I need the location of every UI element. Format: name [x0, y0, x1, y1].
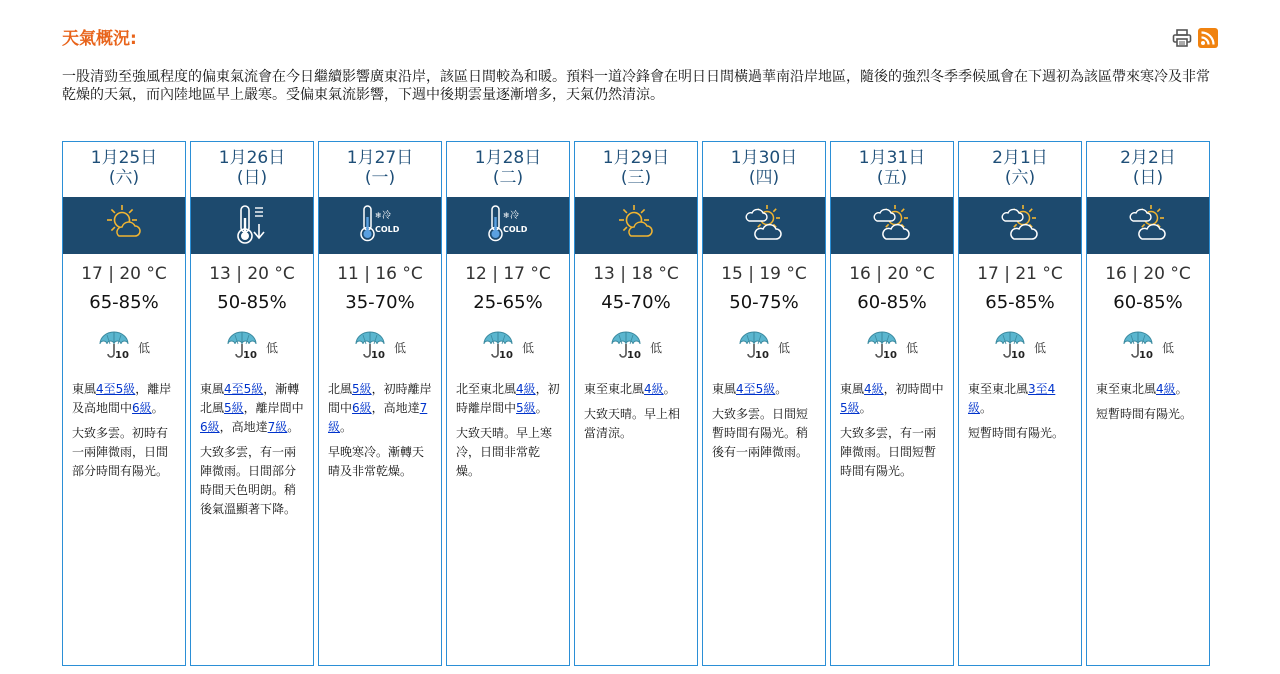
temperature-range: 16 | 20 °C: [849, 264, 935, 284]
wind-text: ，漸轉北風: [200, 382, 300, 415]
umbrella-icon: [738, 330, 774, 364]
temperature-range: 12 | 17 °C: [465, 264, 551, 284]
svg-text:❄: ❄: [375, 210, 382, 220]
svg-text:10: 10: [626, 350, 641, 360]
forecast-day: [702, 141, 826, 666]
wind-force-link[interactable]: 7級: [267, 420, 288, 434]
psr-level: 低: [265, 340, 278, 355]
wind-force-link[interactable]: 6級: [132, 401, 152, 415]
wind-force-link[interactable]: 4至5級: [224, 382, 264, 396]
temperature-range: 15 | 19 °C: [721, 264, 807, 284]
sunny-periods-icon: [614, 204, 658, 248]
sunny-intervals-icon: [741, 203, 787, 249]
weekday-label: (二): [492, 168, 524, 188]
psr-level: 低: [1033, 340, 1046, 355]
wind-text: 東風: [200, 382, 225, 396]
wind-text: ，離岸間中: [243, 401, 304, 415]
forecast-date: [447, 142, 569, 197]
svg-text:10: 10: [370, 350, 385, 360]
wind-text: 。: [151, 401, 164, 415]
wind-forecast: [584, 380, 689, 399]
forecast-day: [446, 141, 570, 666]
psr-level: 低: [393, 340, 406, 355]
printer-icon[interactable]: [1172, 28, 1192, 48]
weather-icon-band: [447, 197, 569, 254]
wind-text: 。: [287, 420, 300, 434]
sunny-intervals-icon: [997, 203, 1043, 249]
humidity-range: 65-85%: [89, 292, 159, 313]
svg-text:❄: ❄: [503, 210, 510, 220]
wind-forecast: [712, 380, 817, 399]
date-label: 2月2日: [1120, 148, 1176, 168]
wind-text: 東風: [712, 382, 737, 396]
humidity-range: 65-85%: [985, 292, 1055, 313]
svg-text:10: 10: [242, 350, 257, 360]
weekday-label: (六): [108, 168, 140, 188]
date-label: 1月30日: [730, 148, 798, 168]
wind-text: 。: [1175, 382, 1188, 396]
psr-indicator: [703, 316, 825, 368]
wind-text: ，高地達: [371, 401, 420, 415]
forecast-description: [831, 368, 953, 487]
wind-text: 北至東北風: [456, 382, 517, 396]
wind-forecast: [72, 380, 177, 418]
svg-text:10: 10: [1010, 350, 1025, 360]
rss-icon[interactable]: [1198, 28, 1218, 48]
wind-force-link[interactable]: 4級: [1156, 382, 1176, 396]
forecast-day: [318, 141, 442, 666]
wind-text: 。: [980, 401, 993, 415]
weather-icon-band: [703, 197, 825, 254]
weekday-label: (三): [620, 168, 652, 188]
wind-force-link[interactable]: 3至4級: [968, 382, 1056, 415]
forecast-date: [831, 142, 953, 197]
humidity-range: 35-70%: [345, 292, 415, 313]
wind-text: 東至東北風: [968, 382, 1029, 396]
cold-icon: [485, 203, 531, 249]
wind-text: 東風: [840, 382, 865, 396]
forecast-day: [958, 141, 1082, 666]
nine-day-forecast: [62, 141, 1212, 666]
wind-text: 。: [859, 401, 872, 415]
humidity-range: 25-65%: [473, 292, 543, 313]
svg-text:冷: 冷: [382, 210, 392, 221]
wind-force-link[interactable]: 4級: [516, 382, 536, 396]
wind-text: ，初時間中: [883, 382, 944, 396]
toolbar: [1172, 28, 1218, 48]
psr-indicator: [447, 316, 569, 368]
psr-level: 低: [521, 340, 534, 355]
wind-force-link[interactable]: 4級: [644, 382, 664, 396]
weekday-label: (一): [364, 168, 396, 188]
wind-text: 東風: [72, 382, 97, 396]
svg-text:10: 10: [498, 350, 513, 360]
sunny-intervals-icon: [869, 203, 915, 249]
wind-forecast: [968, 380, 1073, 418]
forecast-description: [191, 368, 313, 525]
forecast-date: [703, 142, 825, 197]
wind-text: 。: [535, 401, 548, 415]
date-label: 1月26日: [218, 148, 286, 168]
weekday-label: (六): [1004, 168, 1036, 188]
sunny-intervals-icon: [1125, 203, 1171, 249]
wind-text: ，初時離岸間中: [328, 382, 432, 415]
weather-forecast: 大致天晴。早上相當清涼。: [584, 407, 681, 440]
wind-force-link[interactable]: 6級: [352, 401, 372, 415]
forecast-date: [319, 142, 441, 197]
svg-text:10: 10: [754, 350, 769, 360]
wind-forecast: [328, 380, 433, 437]
svg-text:10: 10: [1138, 350, 1153, 360]
wind-text: 。: [340, 420, 353, 434]
svg-text:10: 10: [114, 350, 129, 360]
date-label: 2月1日: [992, 148, 1048, 168]
wind-force-link[interactable]: 4級: [864, 382, 884, 396]
forecast-day: [1086, 141, 1210, 666]
wind-forecast: [456, 380, 561, 418]
weather-icon-band: [63, 197, 185, 254]
umbrella-icon: [1122, 330, 1158, 364]
wind-text: ，高地達: [219, 420, 268, 434]
weather-icon-band: [575, 197, 697, 254]
humidity-range: 60-85%: [1113, 292, 1183, 313]
humidity-range: 50-85%: [217, 292, 287, 313]
psr-indicator: [191, 316, 313, 368]
psr-indicator: [319, 316, 441, 368]
psr-level: 低: [905, 340, 918, 355]
temperature-range: 11 | 16 °C: [337, 264, 423, 284]
sunny-periods-icon: [102, 204, 146, 248]
temperature-range: 13 | 18 °C: [593, 264, 679, 284]
weather-forecast: 大致多雲。初時有一兩陣微雨，日間部分時間有陽光。: [72, 426, 169, 478]
forecast-date: [1087, 142, 1209, 197]
weekday-label: (日): [1132, 168, 1164, 188]
date-label: 1月29日: [602, 148, 670, 168]
weather-forecast: 大致多雲，有一兩陣微雨。日間短暫時間有陽光。: [840, 426, 937, 478]
wind-text: ，初時離岸間中: [456, 382, 560, 415]
wind-force-link[interactable]: 5級: [352, 382, 372, 396]
humidity-range: 45-70%: [601, 292, 671, 313]
svg-text:10: 10: [882, 350, 897, 360]
forecast-description: [575, 368, 697, 449]
date-label: 1月25日: [90, 148, 158, 168]
svg-text:冷: 冷: [510, 210, 520, 221]
wind-force-link[interactable]: 4至5級: [736, 382, 776, 396]
wind-force-link[interactable]: 6級: [200, 420, 220, 434]
weekday-label: (日): [236, 168, 268, 188]
wind-text: 。: [775, 382, 788, 396]
wind-force-link[interactable]: 5級: [840, 401, 860, 415]
wind-force-link[interactable]: 4至5級: [96, 382, 136, 396]
psr-level: 低: [1161, 340, 1174, 355]
forecast-description: [1087, 368, 1209, 430]
wind-force-link[interactable]: 5級: [516, 401, 536, 415]
weekday-label: (五): [876, 168, 908, 188]
psr-level: 低: [649, 340, 662, 355]
psr-indicator: [1087, 316, 1209, 368]
humidity-range: 50-75%: [729, 292, 799, 313]
weather-icon-band: [319, 197, 441, 254]
umbrella-icon: [482, 330, 518, 364]
wind-force-link[interactable]: 7級: [328, 401, 428, 434]
forecast-date: [63, 142, 185, 197]
date-label: 1月28日: [474, 148, 542, 168]
forecast-description: [703, 368, 825, 468]
humidity-range: 60-85%: [857, 292, 927, 313]
forecast-description: [319, 368, 441, 487]
weather-forecast: 大致天晴。早上寒冷，日間非常乾燥。: [456, 426, 553, 478]
wind-force-link[interactable]: 5級: [224, 401, 244, 415]
weather-forecast: 短暫時間有陽光。: [968, 426, 1065, 440]
cold-icon: [357, 203, 403, 249]
umbrella-icon: [98, 330, 134, 364]
weather-forecast: 大致多雲，有一兩陣微雨。日間部分時間天色明朗。稍後氣溫顯著下降。: [200, 445, 297, 516]
cold-falling-temp-icon: [232, 202, 272, 250]
temperature-range: 16 | 20 °C: [1105, 264, 1191, 284]
wind-forecast: [200, 380, 305, 437]
wind-text: 北風: [328, 382, 353, 396]
wind-text: 東至東北風: [1096, 382, 1157, 396]
forecast-description: [959, 368, 1081, 449]
psr-indicator: [959, 316, 1081, 368]
psr-indicator: [575, 316, 697, 368]
umbrella-icon: [610, 330, 646, 364]
psr-indicator: [63, 316, 185, 368]
wind-text: 東至東北風: [584, 382, 645, 396]
forecast-date: [191, 142, 313, 197]
forecast-description: [447, 368, 569, 487]
forecast-day: [190, 141, 314, 666]
psr-level: 低: [137, 340, 150, 355]
weather-icon-band: [191, 197, 313, 254]
wind-forecast: [1096, 380, 1201, 399]
temperature-range: 13 | 20 °C: [209, 264, 295, 284]
weekday-label: (四): [748, 168, 780, 188]
umbrella-icon: [226, 330, 262, 364]
forecast-description: [63, 368, 185, 487]
weather-forecast: 大致多雲。日間短暫時間有陽光。稍後有一兩陣微雨。: [712, 407, 809, 459]
forecast-day: [574, 141, 698, 666]
weather-icon-band: [959, 197, 1081, 254]
temperature-range: 17 | 21 °C: [977, 264, 1063, 284]
wind-text: ，離岸及高地間中: [72, 382, 172, 415]
forecast-day: [62, 141, 186, 666]
forecast-date: [575, 142, 697, 197]
umbrella-icon: [866, 330, 902, 364]
umbrella-icon: [354, 330, 390, 364]
weather-forecast: 早晚寒冷。漸轉天晴及非常乾燥。: [328, 445, 425, 478]
page-title: 天氣概況:: [62, 29, 137, 49]
svg-text:COLD: COLD: [503, 224, 528, 234]
forecast-date: [959, 142, 1081, 197]
wind-text: 。: [663, 382, 676, 396]
weather-forecast: 短暫時間有陽光。: [1096, 407, 1193, 421]
weather-summary: 一股清勁至強風程度的偏東氣流會在今日繼續影響廣東沿岸，該區日間較為和暖。預料一道冷鋒會在明日日間橫過華南沿岸地區，隨後的強烈冬季季候風會在下週初為該區帶來寒冷及非常乾燥的天氣，而內陸地區早上嚴寒。受偏東氣流影響，下週中後期雲量逐漸增多，天氣仍然清涼。: [62, 69, 1210, 103]
weather-icon-band: [831, 197, 953, 254]
weather-icon-band: [1087, 197, 1209, 254]
psr-level: 低: [777, 340, 790, 355]
svg-text:COLD: COLD: [375, 224, 400, 234]
psr-indicator: [831, 316, 953, 368]
umbrella-icon: [994, 330, 1030, 364]
date-label: 1月31日: [858, 148, 926, 168]
temperature-range: 17 | 20 °C: [81, 264, 167, 284]
wind-forecast: [840, 380, 945, 418]
forecast-day: [830, 141, 954, 666]
date-label: 1月27日: [346, 148, 414, 168]
